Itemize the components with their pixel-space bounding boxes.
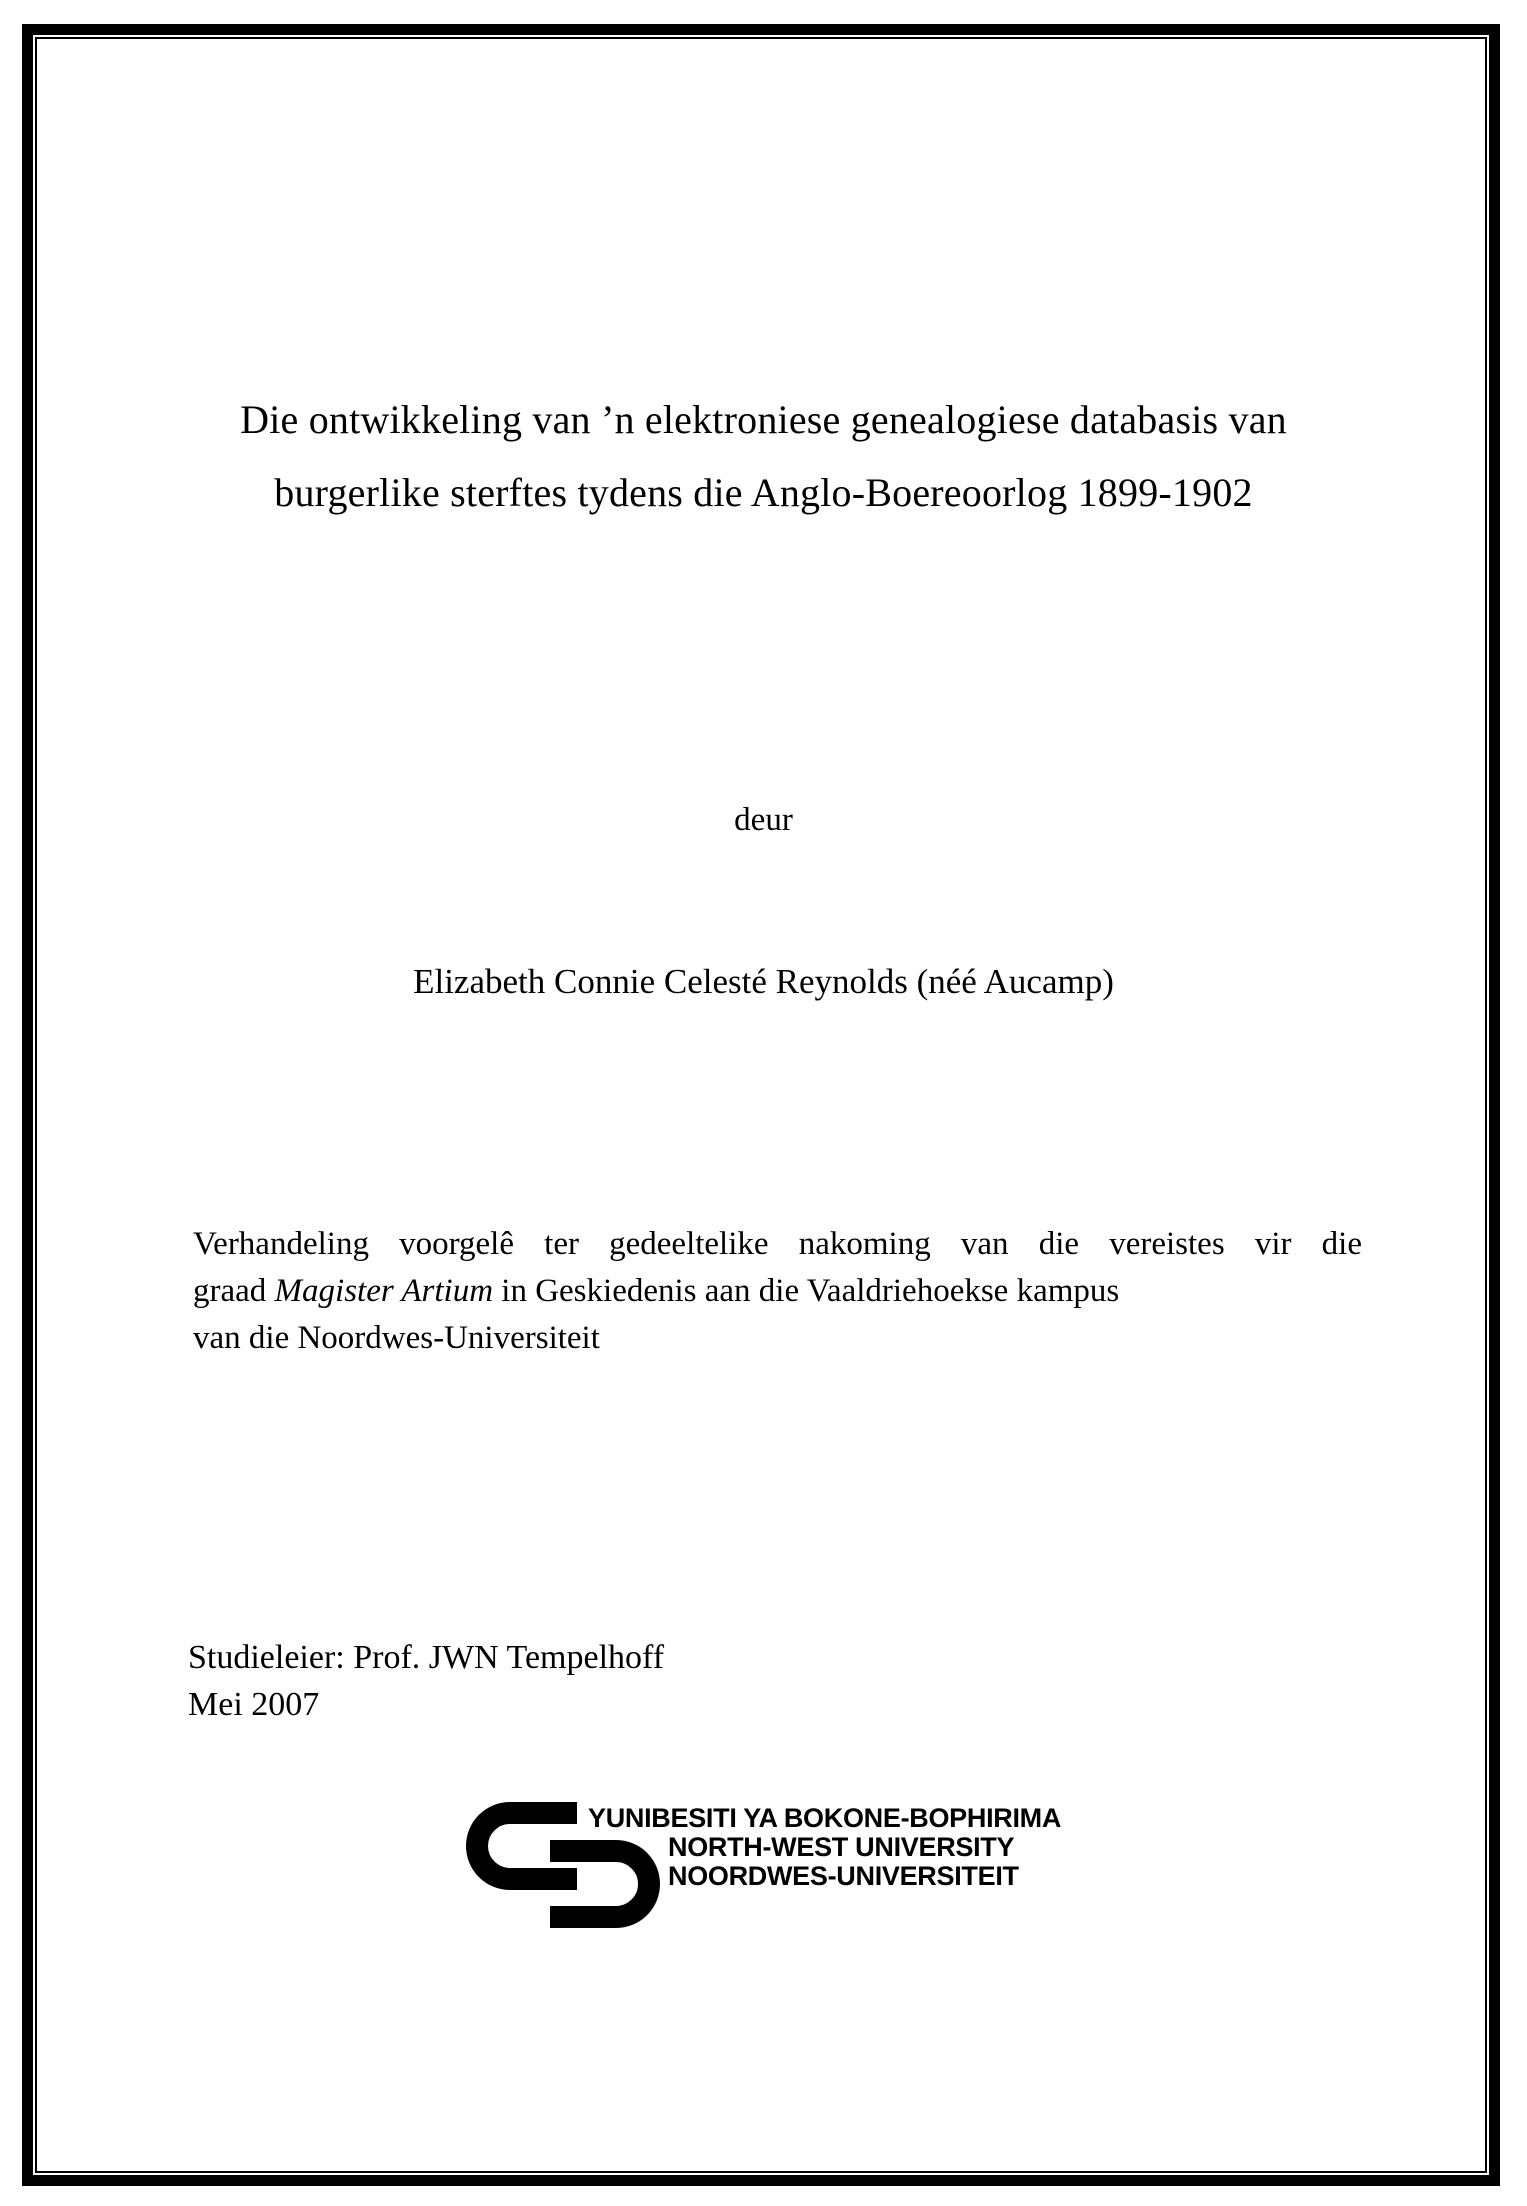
university-logo — [466, 1802, 1106, 1937]
thesis-title-line1: Die ontwikkeling van ’n elektroniese genealogiese databasis van — [240, 397, 1287, 442]
author-name: Elizabeth Connie Celesté Reynolds (néé Aucamp) — [413, 962, 1114, 1001]
thesis-statement — [193, 1221, 1362, 1362]
statement-line2-suffix: in Geskiedenis aan die Vaaldriehoekse kampus — [493, 1273, 1120, 1309]
date-line: Mei 2007 — [188, 1686, 320, 1723]
logo-line1-setswana: YUNIBESITI YA BOKONE-BOPHIRIMA — [588, 1803, 1062, 1833]
statement-line2-prefix: graad — [193, 1273, 275, 1309]
thesis-title — [60, 383, 1467, 529]
supervisor-line: Studieleier: Prof. JWN Tempelhoff — [188, 1639, 665, 1676]
university-logo-text — [588, 1804, 1061, 1891]
thesis-title-line2: burgerlike sterftes tydens die Anglo-Boereoorlog 1899-1902 — [274, 470, 1253, 515]
statement-line3: van die Noordwes-Universiteit — [193, 1320, 600, 1356]
byline-label: deur — [734, 802, 793, 838]
statement-line2 — [193, 1268, 1362, 1315]
logo-line3-afrikaans: NOORDWES-UNIVERSITEIT — [668, 1861, 1019, 1891]
logo-line2-english: NORTH-WEST UNIVERSITY — [668, 1832, 1015, 1862]
statement-degree-name: Magister Artium — [274, 1273, 494, 1309]
statement-line1: Verhandeling voorgelê ter gedeeltelike nakoming van die vereistes vir die — [193, 1226, 1362, 1262]
supervisor-block — [188, 1634, 664, 1728]
